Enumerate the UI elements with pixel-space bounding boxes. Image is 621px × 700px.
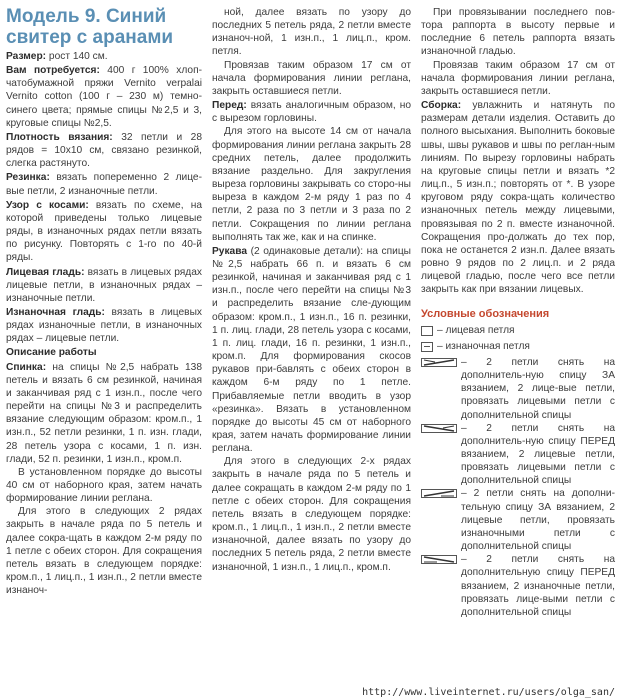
paragraph <box>6 266 202 305</box>
cable-cross-symbol-icon <box>421 555 457 568</box>
paragraph-heading: Узор с косами: <box>6 199 89 211</box>
paragraph-heading: Перед: <box>212 100 247 112</box>
source-url[interactable]: http://www.liveinternet.ru/users/olga_san/ <box>362 687 615 698</box>
column-right-text <box>421 6 615 296</box>
paragraph-text: вязать в лицевых рядах изнаночные петли, в изнаночных рядах – лицевые петли. <box>6 306 202 345</box>
paragraph-text: Для этого на высоте 14 см от начала формирования линии реглана закрыть 28 средних петель, далее продолжить вязание раздельно. Для закругления выреза горловины закрывать со сторо-ны выреза в каждом 2-м ряду 1 раз по 4 петли, 2 раза по 3 петли и 3 раза по 2 петли. Сокращения по линии реглана выполнять так же, как и на спинке. <box>212 126 411 243</box>
cable-cross-symbol-icon <box>421 489 457 502</box>
paragraph-heading: Сборка: <box>421 100 462 112</box>
paragraph <box>6 306 202 345</box>
paragraph <box>6 171 202 197</box>
legend-item-text: – изнаночная петля <box>437 340 530 352</box>
paragraph-text: вязать попеременно 2 лице-вые петли, 2 изнаночные петли. <box>6 172 202 197</box>
legend-item <box>421 487 615 553</box>
paragraph-text: (2 одинаковые детали): на спицы №2,5 набрать 66 п. и вязать 6 см резинкой, начиная и заканчивая ряд с 1 изн.п., после чего перейти на спицы №3 и распределить вязание сле-дующим образом: кром.п., 1 изн.п., 16 п. резинки, 1 п. лиц. глади, 28 петель узора с косами, 1 п. лиц. глади, 16 п. резинки, 1 изн.п., кром.п. Для формирования скосов рукавов при-бавлять с обеих сторон в каждом 6-м ряду по 1 петле. Прибавляемые петли вводить в узор «резинка». Вязать в установленном порядке до высоты 45 см от наборного края, затем начать формирование линии реглана. <box>212 245 411 455</box>
paragraph-heading: Размер: <box>6 51 47 62</box>
paragraph-text: вязать аналогичным образом, но с вырезом горловины. <box>212 100 411 125</box>
cable-cross-symbol-icon <box>421 358 457 371</box>
legend-item <box>421 324 615 340</box>
paragraph <box>6 131 202 170</box>
paragraph-text: 400 г 100% хлоп-чатобумажной пряжи Vernito verpalai Vernito cotton (100 г – 230 м) темно-синего цвета; прямые спицы №2,5 и 3, круговые спицы №2,5. <box>6 65 202 129</box>
column-left-text <box>6 50 202 597</box>
paragraph-heading: Резинка: <box>6 172 50 184</box>
legend-item <box>421 422 615 488</box>
paragraph-text: Для этого в следующих 2-х рядах закрыть в начале ряда по 5 петель и далее сокращать в каждом 2-м ряду по 1 петле с обеих сторон. Для сокращения петель вязать в следующем порядке: кром.п., 1 лиц.п., 1 изн.п., 2 петли вместе изнаночной, далее вязать по узору до последних 5 петель ряда, 2 петли вместе изнаночной, 1 изн.п., 1 лиц.п., кром.п. <box>212 456 411 573</box>
paragraph <box>421 99 615 296</box>
paragraph <box>6 361 202 466</box>
paragraph-text: ной, далее вязать по узору до последних 5 петель ряда, 2 петли вместе изнаноч-ной, 1 изн.п., 1 лиц.п., кром. петля. <box>212 7 411 58</box>
legend <box>421 324 615 619</box>
paragraph-heading: Лицевая гладь: <box>6 266 85 278</box>
paragraph <box>212 6 411 59</box>
legend-item-text: – 2 петли снять на дополнитель-ную спицу ЗА вязанием, 2 лице-вые петли, провязать лицевыми петли с дополнительной спицы <box>461 356 615 421</box>
cable-cross-symbol-icon <box>421 424 457 437</box>
paragraph <box>212 59 411 98</box>
paragraph-text: 32 петли и 28 рядов = 10х10 см, связано резинкой, слегка растянуто. <box>6 131 202 170</box>
column-middle-text <box>212 6 411 574</box>
paragraph-heading: Плотность вязания: <box>6 131 113 143</box>
legend-title: Условные обозначения <box>421 308 550 321</box>
legend-item <box>421 553 615 619</box>
paragraph <box>212 99 411 125</box>
column-right <box>421 6 615 619</box>
paragraph-text: При провязывании последнего пов-тора раппорта в высоту первые и последние 6 петель раппорта вязать изнаночной гладью. <box>421 7 615 58</box>
paragraph-heading: Изнаночная гладь: <box>6 306 105 318</box>
paragraph-text: Провязав таким образом 17 см от начала формирования линии реглана, закрыть оставшиеся петли. <box>212 59 411 97</box>
legend-item-text: – 2 петли снять на дополни-тельную спицу ЗА вязанием, 2 лицевые петли, провязать изнаночными петли с дополнительной спицы <box>461 488 615 553</box>
paragraph-text: увлажнить и натянуть по размерам детали изделия. Оставить до полного высыхания. Выполнить боковые швы, швы рукавов и швы по реглан-ным линиям. По вырезу горловины набрать на круговые спицы петли и вязать *2 лиц.п., 5 изн.п.; повторять от *. В узоре круговом ряду сокра-щать количество изнаночных петель между лицевыми, провязывая по 2 п. вместе изнаночной. Сокращения про-должать до тех пор, пока не останется 2 изн.п. Далее вязать ровно 9 рядов по 2 лиц.п. и 2 ряда лицевой гладью, после чего все петли закрыть как при вязании лицевых. <box>421 100 615 296</box>
column-middle <box>212 6 411 574</box>
paragraph <box>6 50 202 63</box>
paragraph <box>421 59 615 98</box>
paragraph <box>6 505 202 597</box>
paragraph-heading: Рукава <box>212 245 248 257</box>
paragraph-text: Для этого в следующих 2 рядах закрыть в начале ряда по 5 петель и далее сокра-щать в каждом 2-м ряду по 1 петле с обеих сторон. Для сокращения петель вязать в следующем порядке: кром.п., 1 лиц.п., 1 изн.п., 2 петли вместе изнаноч- <box>6 506 202 597</box>
paragraph <box>212 125 411 243</box>
legend-item-text: – 2 петли снять на дополнительную спицу ПЕРЕД вязанием, 2 изнаночные петли, провязать лице-выми петли с дополнительной спицы <box>461 554 615 618</box>
paragraph <box>421 6 615 59</box>
column-left <box>6 6 202 597</box>
paragraph-text: вязать в лицевых рядах лицевые петли, в изнаночных рядах – изнаночные петли. <box>6 266 202 304</box>
paragraph <box>212 245 411 456</box>
paragraph-text: вязать по схеме, на которой приведены только лицевые ряды, в изнаночных рядах петли вязать по рисунку. Повторять с 1-го по 40-й ряды. <box>6 199 202 264</box>
legend-item-text: – лицевая петля <box>437 324 515 336</box>
paragraph-text: Провязав таким образом 17 см от начала формирования линии реглана, закрыть оставшиеся петли. <box>421 59 615 97</box>
model-title: Модель 9. Синий свитер с аранами <box>6 6 174 48</box>
paragraph-heading: Вам потребуется: <box>6 65 100 77</box>
purl-stitch-symbol-icon <box>421 342 433 356</box>
paragraph-heading: Спинка: <box>6 361 47 373</box>
paragraph-text: на спицы №2,5 набрать 138 петель и вязать 6 см резинкой, начиная и заканчивая ряд с 1 изн.п., после чего перейти на спицы №3 и распределить вязание следующим образом: кром.п., 1 изн.п., 52 петли резинки, 1 п. изн. глади, 28 петель узора с косами, 1 п. изн. глади, 52 п. резинки, 1 изн.п., кром.п. <box>6 361 202 465</box>
paragraph <box>6 199 202 265</box>
paragraph <box>6 466 202 505</box>
legend-item <box>421 340 615 356</box>
paragraph-heading: Описание работы <box>6 347 97 359</box>
legend-item-text: – 2 петли снять на дополнитель-ную спицу ПЕРЕД вязанием, 2 лицевые петли, провязать лицевыми петли с дополнительной спицы <box>461 422 615 487</box>
paragraph <box>6 64 202 130</box>
paragraph <box>212 455 411 573</box>
knit-stitch-symbol-icon <box>421 326 433 340</box>
paragraph-text: рост 140 см. <box>46 51 108 62</box>
paragraph <box>6 346 202 359</box>
paragraph-text: В установленном порядке до высоты 40 см от наборного края, затем начать формирование линии реглана. <box>6 466 202 505</box>
legend-item <box>421 356 615 422</box>
